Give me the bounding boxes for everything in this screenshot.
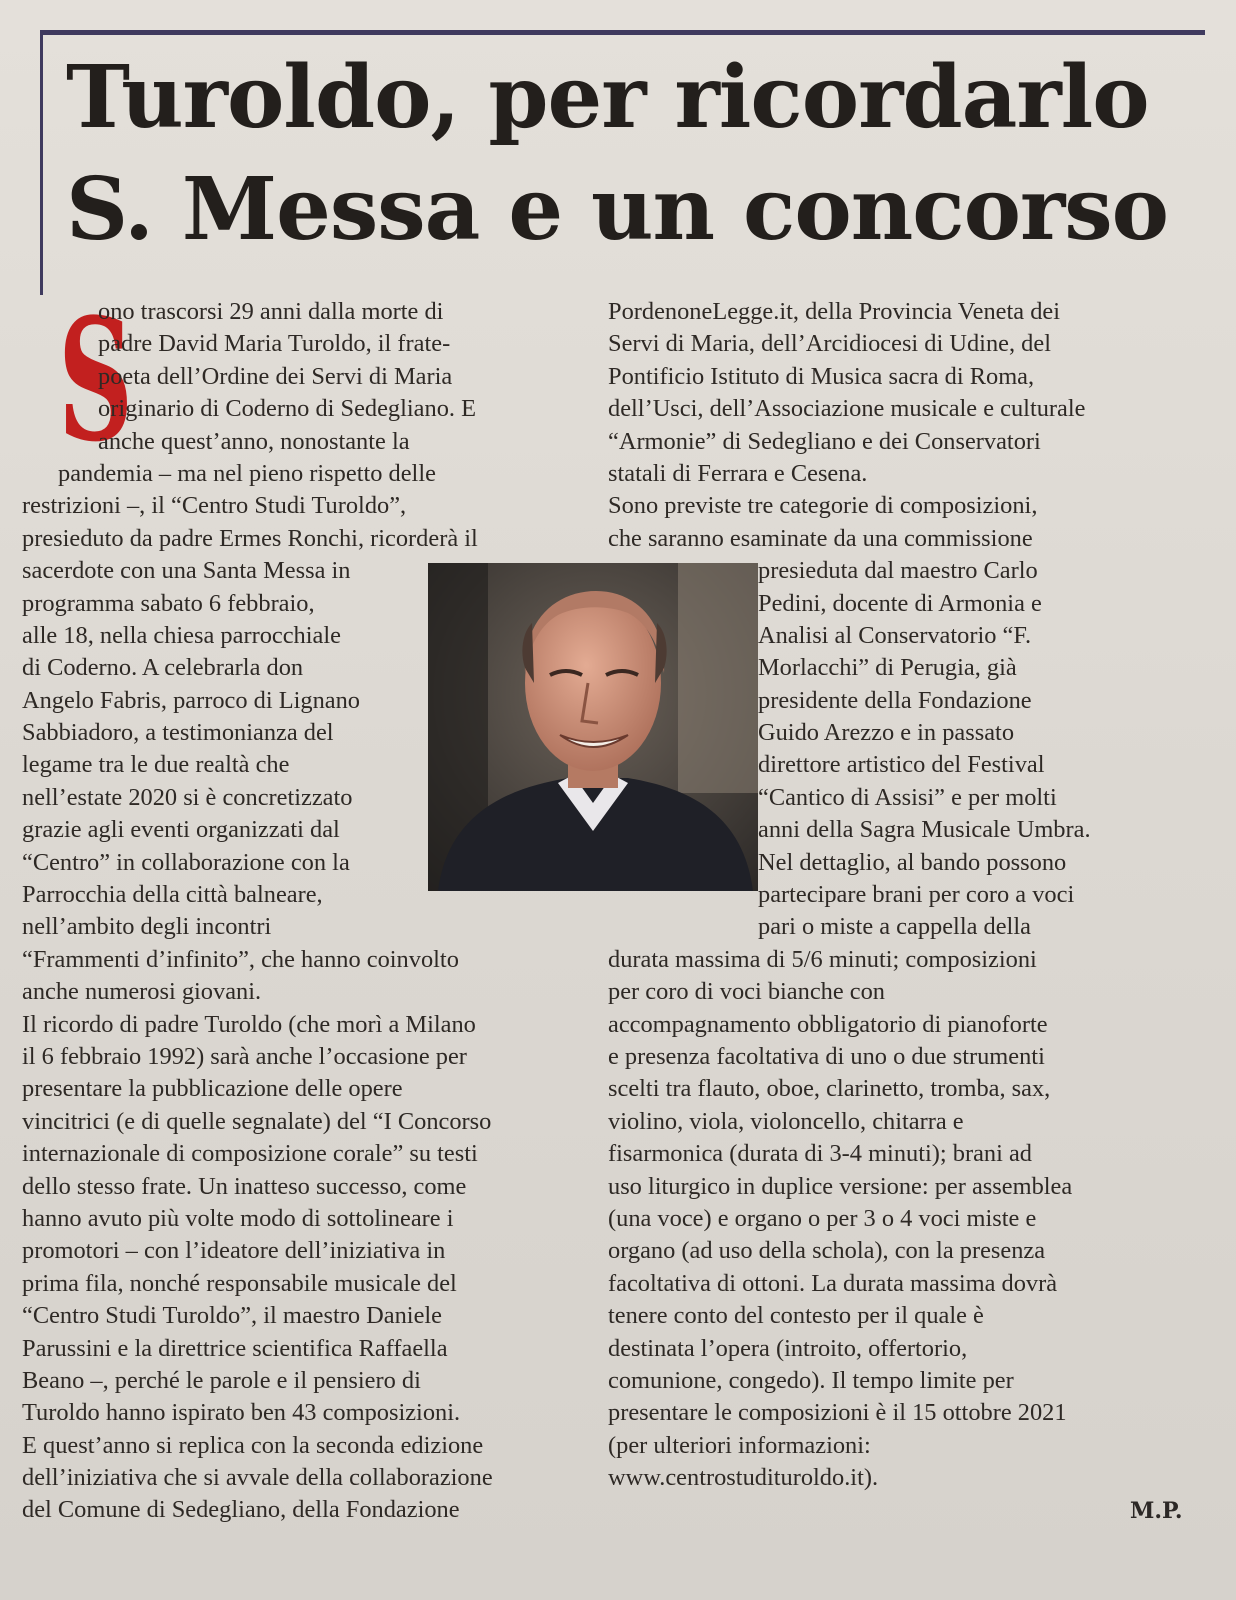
article-text-line: presentare le composizioni è il 15 ottobre 2021 [608,1399,1067,1427]
article-text-line: legame tra le due realtà che [22,751,290,779]
article-text-line: tenere conto del contesto per il quale è [608,1302,984,1330]
article-text-line: E quest’anno si replica con la seconda edizione [22,1431,484,1459]
article-text-line: del Comune di Sedegliano, della Fondazione [22,1496,460,1524]
article-text-line: Angelo Fabris, parroco di Lignano [22,686,361,714]
article-headline [66,42,1216,266]
article-text-line: pari o miste a cappella della [758,913,1031,941]
article-text-line: Servi di Maria, dell’Arcidiocesi di Udine, del [608,330,1051,358]
article-text-line: grazie agli eventi organizzati dal [22,816,340,844]
article-text-line: “Cantico di Assisi” e per molti [758,783,1057,811]
article-text-line: accompagnamento obbligatorio di pianoforte [608,1010,1048,1038]
portrait-photo [428,563,758,891]
article-text-line: anche numerosi giovani. [22,978,262,1006]
article-text-line: nell’estate 2020 si è concretizzato [22,783,353,811]
article-text-line: poeta dell’Ordine dei Servi di Maria [98,362,453,390]
article-text-line: uso liturgico in duplice versione: per assemblea [608,1172,1073,1200]
article-text-line: partecipare brani per coro a voci [758,881,1075,909]
article-text-line: per coro di voci bianche con [608,978,885,1006]
article-text-line: internazionale di composizione corale” su testi [22,1140,478,1168]
article-text-line: Beano –, perché le parole e il pensiero di [22,1366,421,1394]
article-text-line: PordenoneLegge.it, della Provincia Veneta dei [608,298,1060,325]
article-text-line: dell’iniziativa che si avvale della collaborazione [22,1464,493,1492]
article-text-line: promotori – con l’ideatore dell’iniziativa in [22,1237,446,1265]
article-text-line: che saranno esaminate da una commissione [608,524,1033,552]
article-text-line: “Centro Studi Turoldo”, il maestro Daniele [22,1302,443,1330]
article-text-line: Pedini, docente di Armonia e [758,589,1042,617]
top-rule [40,30,1205,35]
article-text-line: presieduto da padre Ermes Ronchi, ricorderà il [22,524,478,552]
article-text-line: Morlacchi” di Perugia, già [758,654,1017,682]
article-text-line: il 6 febbraio 1992) sarà anche l’occasione per [22,1042,467,1070]
headline-line-2: S. Messa e un concorso [66,159,1169,260]
portrait-photo-icon [428,563,758,891]
article-text-line: Il ricordo di padre Turoldo (che morì a Milano [22,1010,476,1038]
headline-line-1: Turoldo, per ricordarlo [66,47,1149,148]
article-text-line: presidente della Fondazione [758,686,1032,714]
article-text-line: (una voce) e organo o per 3 o 4 voci miste e [608,1204,1037,1232]
article-text-line: fisarmonica (durata di 3-4 minuti); brani ad [608,1140,1032,1168]
article-text-line: “Frammenti d’infinito”, che hanno coinvolto [22,945,459,973]
article-column-right [608,296,1208,1494]
article-text-line: presentare la pubblicazione delle opere [22,1075,403,1103]
article-text-line: Turoldo hanno ispirato ben 43 composizioni. [22,1399,461,1427]
article-text-line: Parussini e la direttrice scientifica Raffaella [22,1334,448,1362]
article-text-line: durata massima di 5/6 minuti; composizioni [608,945,1037,973]
left-rule [40,32,43,295]
article-text-line: restrizioni –, il “Centro Studi Turoldo”, [22,492,407,520]
article-text-line: (per ulteriori informazioni: [608,1431,871,1459]
article-text-line: Sabbiadoro, a testimonianza del [22,719,334,747]
article-text-line: “Armonie” di Sedegliano e dei Conservatori [608,427,1041,455]
article-text-line: hanno avuto più volte modo di sottolineare i [22,1204,454,1232]
article-text-line: comunione, congedo). Il tempo limite per [608,1366,1014,1394]
article-text-line: dello stesso frate. Un inatteso successo, come [22,1172,467,1200]
article-text-line: sacerdote con una Santa Messa in [22,557,351,585]
article-text-line: statali di Ferrara e Cesena. [608,459,868,487]
article-text-line: pandemia – ma nel pieno rispetto delle [58,459,436,487]
article-text-line: scelti tra flauto, oboe, clarinetto, tromba, sax, [608,1075,1051,1103]
article-text-line: presieduta dal maestro Carlo [758,557,1038,585]
article-text-line: violino, viola, violoncello, chitarra e [608,1107,964,1135]
article-text-line: Nel dettaglio, al bando possono [758,848,1067,876]
article-text-line: direttore artistico del Festival [758,751,1045,779]
article-text-line: “Centro” in collaborazione con la [22,848,350,876]
article-text-line: organo (ad uso della schola), con la presenza [608,1237,1046,1265]
article-text-line: Analisi al Conservatorio “F. [758,621,1032,649]
article-text-line: alle 18, nella chiesa parrocchiale [22,621,341,649]
article-text-line: destinata l’opera (introito, offertorio, [608,1334,968,1362]
author-signature: M.P. [1130,1498,1183,1524]
drop-cap: S [58,281,134,479]
article-text-line: Parrocchia della città balneare, [22,881,323,909]
article-text-line: di Coderno. A celebrarla don [22,654,304,682]
article-text-line: programma sabato 6 febbraio, [22,589,315,617]
article-text-line: anni della Sagra Musicale Umbra. [758,816,1091,844]
article-text-line: originario di Coderno di Sedegliano. E [98,395,476,423]
article-text-line: padre David Maria Turoldo, il frate- [98,330,451,358]
article-text-line: anche quest’anno, nonostante la [98,427,410,455]
article-text-line: nell’ambito degli incontri [22,913,272,941]
article-text-line: ono trascorsi 29 anni dalla morte di [98,298,444,325]
article-column-left [22,281,592,1527]
article-text-line: Pontificio Istituto di Musica sacra di Roma, [608,362,1035,390]
article-text-line: e presenza facoltativa di uno o due strumenti [608,1042,1045,1070]
article-text-line: vincitrici (e di quelle segnalate) del “I Concorso [22,1107,492,1135]
article-text-line: Sono previste tre categorie di composizioni, [608,492,1038,520]
article-text-line: www.centrostudituroldo.it). [608,1464,879,1492]
article-text-line: Guido Arezzo e in passato [758,719,1015,747]
article-text-line: dell’Usci, dell’Associazione musicale e culturale [608,395,1086,423]
article-text-line: prima fila, nonché responsabile musicale del [22,1269,457,1297]
article-text-line: facoltativa di ottoni. La durata massima dovrà [608,1269,1058,1297]
